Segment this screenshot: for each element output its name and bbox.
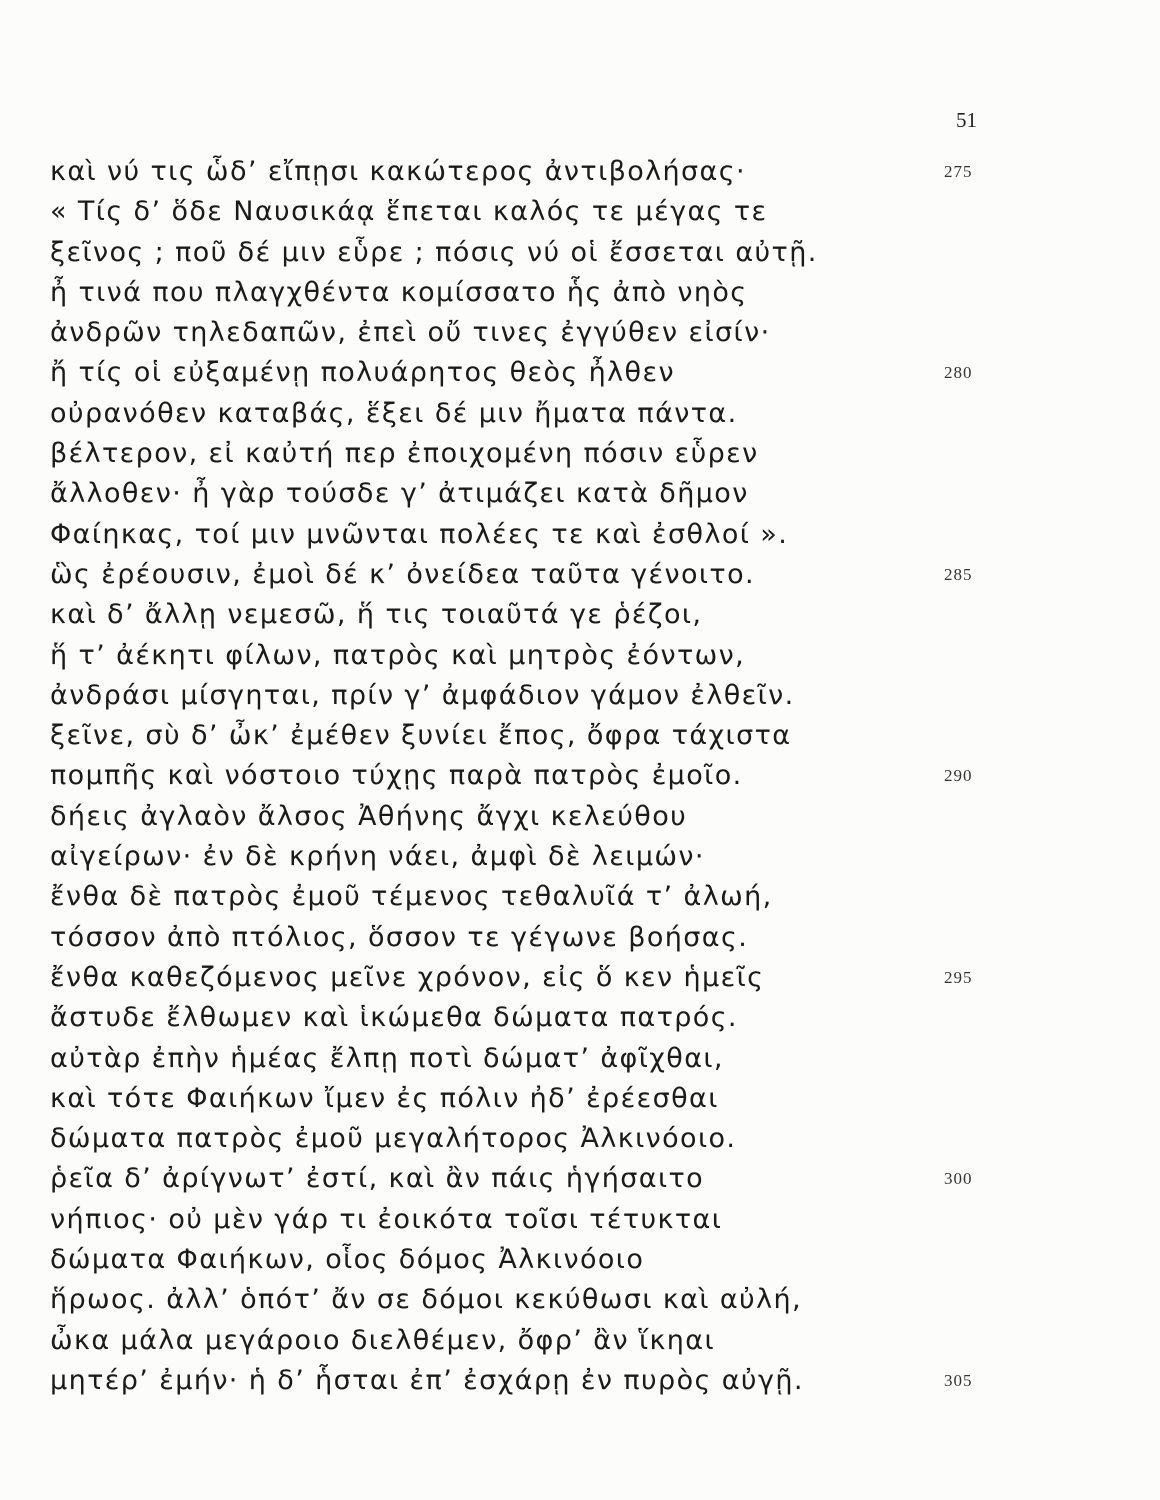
verse-text: ἥ τ’ ἀέκητι φίλων, πατρὸς καὶ μητρὸς ἐόντων, <box>50 639 746 671</box>
verse-line <box>50 233 1140 273</box>
verse-text: ἀνδρῶν τηλεδαπῶν, ἐπεὶ οὔ τινες ἐγγύθεν εἰσίν· <box>50 317 771 349</box>
verse-text: καὶ τότε Φαιήκων ἴμεν ἐς πόλιν ἠδ’ ἐρέεσθαι <box>50 1082 719 1114</box>
verse-line <box>50 877 1140 917</box>
verse-line <box>50 515 1140 555</box>
verse-line <box>50 1321 1140 1361</box>
verse-text: τόσσον ἀπὸ πτόλιος, ὅσσον τε γέγωνε βοήσας. <box>50 921 749 953</box>
verse-text: ἥρωος. ἀλλ’ ὁπότ’ ἄν σε δόμοι κεκύθωσι καὶ αὐλή, <box>50 1284 802 1316</box>
verse-text: οὐρανόθεν καταβάς, ἕξει δέ μιν ἤματα πάντα. <box>50 397 738 429</box>
verse-text: δώματα πατρὸς ἐμοῦ μεγαλήτορος Ἀλκινόοιο. <box>50 1123 737 1155</box>
verse-text: μητέρ’ ἐμήν· ἡ δ’ ἧσται ἐπ’ ἐσχάρῃ ἐν πυρὸς αὐγῇ. <box>50 1364 804 1396</box>
verse-line <box>50 1280 1140 1320</box>
line-number: 280 <box>944 363 973 383</box>
line-number: 300 <box>944 1169 973 1189</box>
verse-text: καὶ νύ τις ὧδ’ εἴπῃσι κακώτερος ἀντιβολήσας· <box>50 156 746 187</box>
verse-text: « Τίς δ’ ὅδε Ναυσικάᾳ ἕπεται καλός τε μέγας τε <box>50 196 768 228</box>
verse-line <box>50 918 1140 958</box>
verse-text: ἔνθα δὲ πατρὸς ἐμοῦ τέμενος τεθαλυῖά τ’ ἀλωή, <box>50 881 773 913</box>
verse-line <box>50 676 1140 716</box>
verse-line <box>50 555 1140 595</box>
verse-text: νήπιος· οὐ μὲν γάρ τι ἐοικότα τοῖσι τέτυκται <box>50 1203 723 1235</box>
verse-line <box>50 636 1140 676</box>
line-number: 290 <box>944 766 973 786</box>
verse-text: ὣς ἐρέουσιν, ἐμοὶ δέ κ’ ὀνείδεα ταῦτα γένοιτο. <box>50 558 755 590</box>
verse-line <box>50 434 1140 474</box>
verse-text: ξεῖνε, σὺ δ’ ὦκ’ ἐμέθεν ξυνίει ἔπος, ὄφρα τάχιστα <box>50 720 792 752</box>
verse-text: Φαίηκας, τοί μιν μνῶνται πολέες τε καὶ ἐσθλοί ». <box>50 518 789 550</box>
verse-text: ἄστυδε ἔλθωμεν καὶ ἱκώμεθα δώματα πατρός. <box>50 1002 738 1034</box>
verse-line <box>50 1039 1140 1079</box>
verse-line <box>50 313 1140 353</box>
verse-text: ἤ τίς οἱ εὐξαμένῃ πολυάρητος θεὸς ἦλθεν <box>50 357 675 389</box>
verse-text: αἰγείρων· ἐν δὲ κρήνη νάει, ἀμφὶ δὲ λειμών· <box>50 841 705 873</box>
verse-text: ἦ τινά που πλαγχθέντα κομίσσατο ἧς ἀπὸ νηὸς <box>50 276 748 308</box>
verse-line <box>50 1361 1140 1401</box>
line-number: 285 <box>944 564 973 584</box>
verse-text: πομπῆς καὶ νόστοιο τύχῃς παρὰ πατρὸς ἐμοῖο. <box>50 760 743 792</box>
verse-line <box>50 595 1140 635</box>
line-number: 305 <box>944 1370 973 1390</box>
verse-text: ἀνδράσι μίσγηται, πρίν γ’ ἀμφάδιον γάμον ἐλθεῖν. <box>50 679 795 711</box>
verse-text: δήεις ἀγλαὸν ἄλσος Ἀθήνης ἄγχι κελεύθου <box>50 800 688 832</box>
verse-line <box>50 998 1140 1038</box>
verse-line <box>50 1079 1140 1119</box>
line-number: 295 <box>944 967 973 987</box>
verse-text: ῥεῖα δ’ ἀρίγνωτ’ ἐστί, καὶ ἂν πάις ἡγήσαιτο <box>50 1163 705 1195</box>
verse-text: καὶ δ’ ἄλλῃ νεμεσῶ, ἥ τις τοιαῦτά γε ῥέζοι, <box>50 599 703 631</box>
verse-line <box>50 273 1140 313</box>
verse-line <box>50 192 1140 232</box>
verse-line <box>50 797 1140 837</box>
verse-line <box>50 353 1140 393</box>
line-number: 275 <box>944 162 973 181</box>
verse-text: ὦκα μάλα μεγάροιο διελθέμεν, ὄφρ’ ἂν ἵκηαι <box>50 1324 716 1356</box>
verse-line <box>50 1159 1140 1199</box>
verse-line <box>50 837 1140 877</box>
verse-text: ἔνθα καθεζόμενος μεῖνε χρόνον, εἰς ὅ κεν ἡμεῖς <box>50 961 765 993</box>
verse-text: αὐτὰρ ἐπὴν ἡμέας ἔλπῃ ποτὶ δώματ’ ἀφῖχθαι, <box>50 1042 724 1074</box>
verse-line <box>50 152 1140 192</box>
verse-text: δώματα Φαιήκων, οἷος δόμος Ἀλκινόοιο <box>50 1244 645 1276</box>
verse-text: ξεῖνος ; ποῦ δέ μιν εὗρε ; πόσις νύ οἱ ἔσσεται αὐτῇ. <box>50 236 818 268</box>
verse-line <box>50 1200 1140 1240</box>
verse-line <box>50 958 1140 998</box>
verse-line <box>50 756 1140 796</box>
verse-line <box>50 474 1140 514</box>
verse-line <box>50 1240 1140 1280</box>
verse-line <box>50 394 1140 434</box>
page-number: 51 <box>956 108 977 132</box>
poem-text <box>50 152 1140 1401</box>
verse-text: ἄλλοθεν· ἦ γὰρ τούσδε γ’ ἀτιμάζει κατὰ δῆμον <box>50 478 749 510</box>
verse-text: βέλτερον, εἰ καὐτή περ ἐποιχομένη πόσιν εὗρεν <box>50 438 759 470</box>
verse-line <box>50 716 1140 756</box>
verse-line <box>50 1119 1140 1159</box>
